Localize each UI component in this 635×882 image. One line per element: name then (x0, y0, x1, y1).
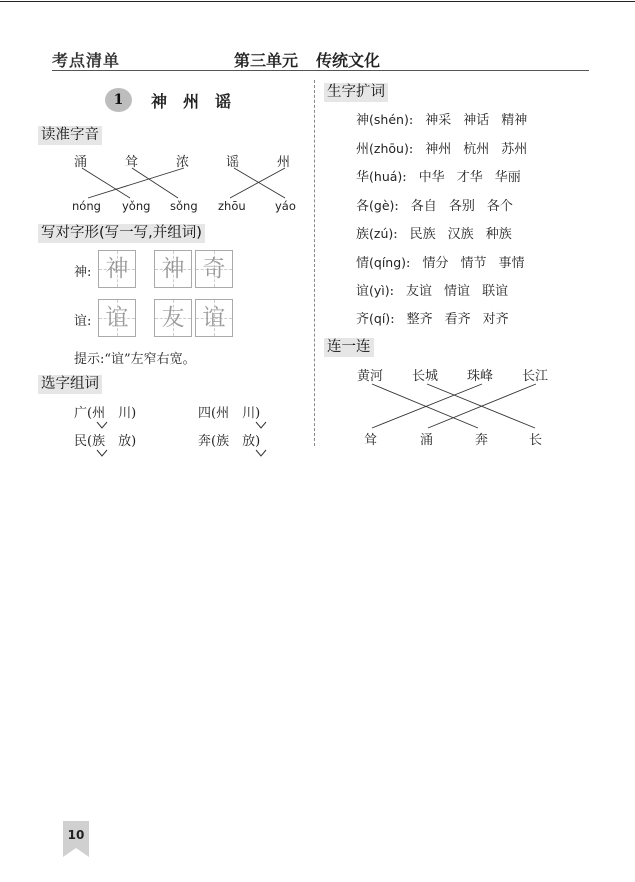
section-connect-title: 连一连 (324, 338, 374, 357)
check-mark-1 (97, 422, 107, 428)
choose-item: 民(族 放) (74, 434, 137, 449)
read-line-1 (82, 168, 130, 198)
read-pinyin-2: yǒng (122, 199, 151, 213)
write-label-1: 神: (74, 265, 92, 280)
vocab-row: 神(shén): 神采 神话 精神 (356, 112, 528, 128)
write-char: 神 (161, 256, 185, 282)
vocab-row: 各(gè): 各自 各别 各个 (356, 198, 513, 214)
vocab-row: 华(huá): 中华 才华 华丽 (356, 169, 521, 185)
write-char: 友 (161, 305, 185, 331)
lesson-number-badge: 1 (105, 88, 132, 112)
choose-item: 广(州 川) (74, 406, 137, 421)
write-box (154, 299, 192, 337)
connect-bottom-3: 奔 (475, 433, 489, 448)
connect-top-1: 黄河 (357, 369, 384, 384)
vocab-row: 族(zú): 民族 汉族 种族 (356, 226, 512, 242)
read-pinyin-5: yáo (275, 199, 296, 213)
write-box (154, 250, 192, 288)
unit-theme: 传统文化 (316, 51, 381, 70)
connect-bottom-1: 耸 (364, 433, 378, 448)
connect-top-2: 长城 (412, 369, 439, 384)
check-mark-3 (97, 450, 107, 456)
vocab-row: 齐(qí): 整齐 看齐 对齐 (356, 311, 509, 327)
write-label-2: 谊: (74, 314, 92, 329)
read-char-1: 涌 (74, 155, 88, 170)
section-choose-title: 选字组词 (38, 375, 102, 394)
write-char: 神 (105, 256, 129, 282)
write-char: 奇 (202, 256, 226, 282)
header-label: 考点清单 (52, 51, 121, 70)
read-pinyin-1: nóng (72, 199, 101, 213)
connect-bottom-4: 长 (529, 433, 543, 448)
connect-top-3: 珠峰 (467, 369, 494, 384)
read-char-4: 谣 (226, 155, 240, 170)
section-read-title: 读准字音 (38, 126, 102, 145)
read-pinyin-4: zhōu (218, 199, 246, 213)
connect-bottom-2: 涌 (420, 433, 434, 448)
page-number: 10 (67, 828, 85, 842)
vocab-row: 谊(yì): 友谊 情谊 联谊 (356, 283, 509, 299)
connect-top-4: 长江 (522, 369, 549, 384)
read-char-3: 浓 (176, 155, 190, 170)
lesson-name: 神州谣 (151, 92, 248, 111)
section-write-title: 写对字形(写一写,并组词) (38, 224, 205, 243)
write-tip: 提示:“谊”左窄右宽。 (74, 352, 196, 367)
write-char: 谊 (202, 305, 226, 331)
check-mark-2 (256, 422, 266, 428)
read-line-3 (88, 168, 184, 198)
check-mark-4 (256, 450, 266, 456)
write-box (195, 299, 233, 337)
section-vocab-title: 生字扩词 (324, 83, 388, 102)
choose-item: 四(州 川) (198, 406, 261, 421)
page-number-tab (63, 821, 89, 857)
vocab-row: 州(zhōu): 神州 杭州 苏州 (356, 141, 528, 157)
write-box (98, 250, 136, 288)
vocab-row: 情(qíng): 情分 情节 事情 (356, 255, 525, 271)
choose-item: 奔(族 放) (198, 434, 261, 449)
read-char-2: 耸 (125, 155, 139, 170)
read-char-5: 州 (277, 155, 291, 170)
write-char: 谊 (105, 305, 129, 331)
unit-name: 第三单元 (234, 51, 299, 70)
read-pinyin-3: sǒng (170, 199, 198, 213)
write-box (195, 250, 233, 288)
write-box (98, 299, 136, 337)
